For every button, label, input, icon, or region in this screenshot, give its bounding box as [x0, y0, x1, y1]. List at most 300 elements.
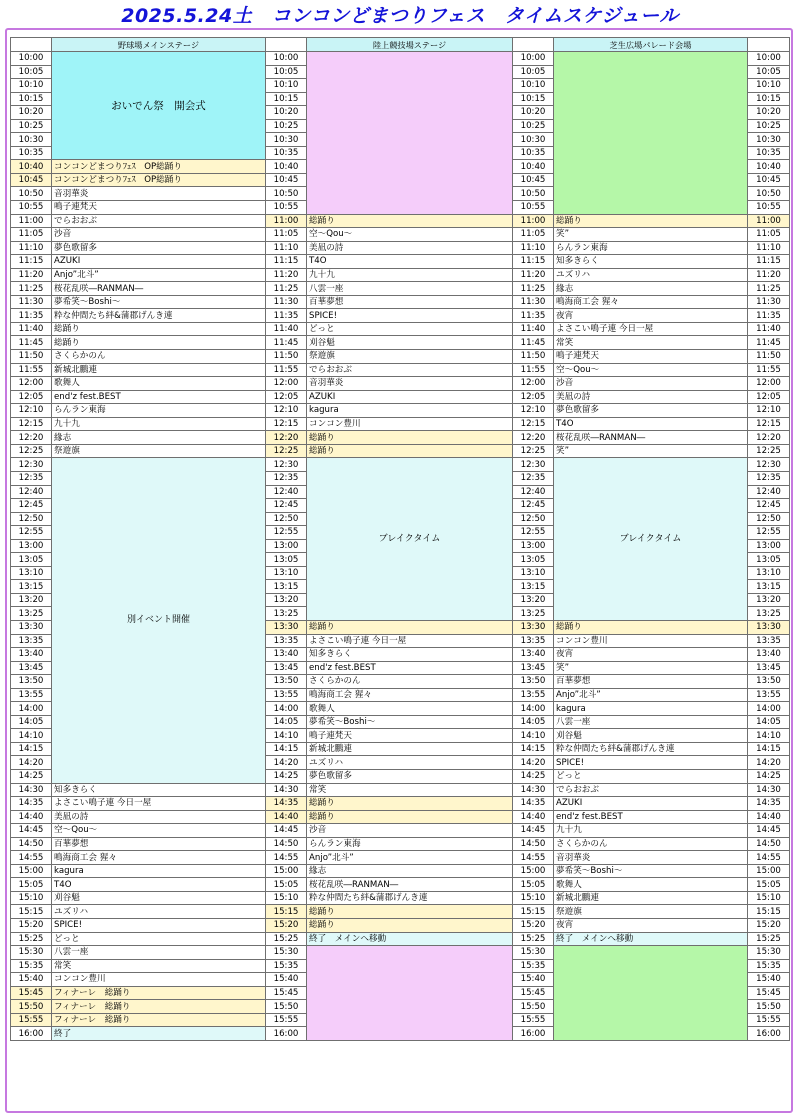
time-cell: 15:30 — [748, 946, 790, 960]
time-cell: 10:25 — [748, 119, 790, 133]
time-cell: 12:45 — [513, 499, 554, 513]
event-cell: Anjo”北斗” — [307, 851, 513, 865]
event-block — [307, 52, 513, 215]
time-cell: 10:10 — [11, 79, 52, 93]
event-cell: さくらかのん — [52, 350, 266, 364]
time-cell: 13:15 — [266, 580, 307, 594]
time-cell: 14:20 — [748, 756, 790, 770]
time-cell: 14:45 — [513, 824, 554, 838]
event-cell: 総踊り — [307, 810, 513, 824]
header-row — [11, 38, 790, 52]
time-cell: 15:00 — [266, 864, 307, 878]
time-cell: 15:30 — [266, 946, 307, 960]
time-cell: 12:20 — [266, 431, 307, 445]
event-cell: 総踊り — [307, 797, 513, 811]
time-cell: 10:25 — [513, 119, 554, 133]
time-cell: 15:00 — [748, 864, 790, 878]
time-cell: 11:05 — [513, 228, 554, 242]
event-cell: AZUKI — [554, 797, 748, 811]
schedule-row — [11, 377, 790, 391]
event-cell: フィナーレ 総踊り — [52, 1000, 266, 1014]
event-cell: 夜宵 — [554, 919, 748, 933]
event-cell: 桜花乱咲―RANMAN― — [307, 878, 513, 892]
time-cell: 14:40 — [748, 810, 790, 824]
time-cell: 14:00 — [11, 702, 52, 716]
event-cell: ユズリハ — [554, 268, 748, 282]
schedule-row — [11, 797, 790, 811]
time-cell: 13:25 — [748, 607, 790, 621]
time-cell: 10:40 — [11, 160, 52, 174]
time-cell: 10:30 — [748, 133, 790, 147]
event-cell: SPICE! — [307, 309, 513, 323]
event-cell: 総踊り — [52, 336, 266, 350]
time-cell: 10:05 — [748, 65, 790, 79]
time-cell: 15:15 — [11, 905, 52, 919]
event-cell: 歌舞人 — [554, 878, 748, 892]
time-cell: 15:20 — [11, 919, 52, 933]
event-cell: よさこい鳴子連 今日一屋 — [554, 322, 748, 336]
time-cell: 12:55 — [748, 526, 790, 540]
event-cell: 鳴海商工会 猩々 — [554, 295, 748, 309]
time-cell: 15:20 — [266, 919, 307, 933]
time-cell: 12:45 — [266, 499, 307, 513]
time-cell: 14:55 — [11, 851, 52, 865]
schedule-row — [11, 363, 790, 377]
time-cell: 10:40 — [748, 160, 790, 174]
event-cell: 空～Qou～ — [52, 824, 266, 838]
event-cell: kagura — [52, 864, 266, 878]
time-cell: 15:15 — [748, 905, 790, 919]
event-cell: 空～Qou～ — [307, 228, 513, 242]
event-cell: 総踊り — [307, 444, 513, 458]
event-cell: コンコンどまつりﾌｪｽ OP総踊り — [52, 173, 266, 187]
time-cell: 15:25 — [11, 932, 52, 946]
time-cell: 13:45 — [748, 661, 790, 675]
time-cell: 10:15 — [513, 92, 554, 106]
event-cell: 総踊り — [307, 905, 513, 919]
time-cell: 15:25 — [748, 932, 790, 946]
event-cell: 総踊り — [307, 919, 513, 933]
time-cell: 14:05 — [11, 715, 52, 729]
time-cell: 13:20 — [266, 593, 307, 607]
time-cell: 10:15 — [266, 92, 307, 106]
time-cell: 13:35 — [266, 634, 307, 648]
time-cell: 10:55 — [513, 201, 554, 215]
time-cell: 14:00 — [513, 702, 554, 716]
time-cell: 15:05 — [266, 878, 307, 892]
time-cell: 10:10 — [513, 79, 554, 93]
schedule-row — [11, 919, 790, 933]
event-cell: 刈谷魁 — [52, 891, 266, 905]
schedule-row — [11, 241, 790, 255]
time-cell: 13:40 — [748, 648, 790, 662]
event-cell: 美凪の詩 — [307, 241, 513, 255]
time-cell: 14:55 — [513, 851, 554, 865]
time-cell: 12:45 — [11, 499, 52, 513]
time-cell: 14:40 — [11, 810, 52, 824]
event-cell: 鳴子連梵天 — [307, 729, 513, 743]
schedule-row — [11, 431, 790, 445]
time-cell: 15:45 — [11, 986, 52, 1000]
event-cell: 百華夢想 — [307, 295, 513, 309]
time-cell: 11:45 — [748, 336, 790, 350]
time-cell: 12:30 — [11, 458, 52, 472]
time-cell: 11:00 — [11, 214, 52, 228]
event-cell: kagura — [554, 702, 748, 716]
schedule-row — [11, 444, 790, 458]
time-cell: 14:35 — [11, 797, 52, 811]
schedule-row — [11, 255, 790, 269]
time-cell: 11:15 — [513, 255, 554, 269]
time-cell: 16:00 — [266, 1027, 307, 1041]
event-cell: 粋な仲間たち絆&蒲郡げんき連 — [52, 309, 266, 323]
time-cell: 15:30 — [513, 946, 554, 960]
time-cell: 10:00 — [513, 52, 554, 66]
event-cell: 新城北鵬連 — [307, 742, 513, 756]
event-cell: らんラン東海 — [52, 404, 266, 418]
time-cell: 11:05 — [748, 228, 790, 242]
time-cell: 15:05 — [513, 878, 554, 892]
event-cell: 緣志 — [307, 864, 513, 878]
time-cell: 12:40 — [748, 485, 790, 499]
event-cell: 粋な仲間たち絆&蒲郡げんき連 — [307, 891, 513, 905]
time-cell: 10:35 — [748, 146, 790, 160]
time-cell: 11:35 — [11, 309, 52, 323]
event-block: 別イベント開催 — [52, 458, 266, 783]
time-cell: 11:25 — [266, 282, 307, 296]
event-cell: T4O — [307, 255, 513, 269]
time-cell: 11:35 — [748, 309, 790, 323]
time-cell: 11:55 — [266, 363, 307, 377]
event-cell: 桜花乱咲―RANMAN― — [52, 282, 266, 296]
page-title: 2025.5.24土 コンコンどまつりフェス タイムスケジュール — [121, 5, 679, 27]
event-cell: 鳴子連梵天 — [52, 201, 266, 215]
time-cell: 15:40 — [513, 973, 554, 987]
event-cell: 知多きらく — [554, 255, 748, 269]
time-cell: 11:50 — [748, 350, 790, 364]
event-cell: 音羽華炎 — [554, 851, 748, 865]
event-cell: 新城北鵬連 — [554, 891, 748, 905]
schedule-row — [11, 295, 790, 309]
event-cell: 常笑 — [554, 336, 748, 350]
time-cell: 11:30 — [11, 295, 52, 309]
time-cell: 12:30 — [748, 458, 790, 472]
event-cell: end'z fest.BEST — [52, 390, 266, 404]
time-cell: 14:25 — [266, 769, 307, 783]
time-cell: 12:25 — [266, 444, 307, 458]
time-cell: 10:05 — [266, 65, 307, 79]
event-cell: 総踊り — [307, 214, 513, 228]
time-cell: 15:40 — [748, 973, 790, 987]
event-cell: 鳴海商工会 猩々 — [52, 851, 266, 865]
time-cell: 10:45 — [513, 173, 554, 187]
time-cell: 10:10 — [748, 79, 790, 93]
time-cell: 10:25 — [11, 119, 52, 133]
time-cell: 11:30 — [748, 295, 790, 309]
event-cell: SPICE! — [52, 919, 266, 933]
time-cell: 15:15 — [266, 905, 307, 919]
event-cell: 九十九 — [554, 824, 748, 838]
event-cell: AZUKI — [307, 390, 513, 404]
schedule-row — [11, 322, 790, 336]
time-cell: 13:30 — [266, 620, 307, 634]
time-cell: 15:55 — [266, 1013, 307, 1027]
time-cell: 10:50 — [11, 187, 52, 201]
event-cell: よさこい鳴子連 今日一屋 — [307, 634, 513, 648]
time-cell: 12:10 — [748, 404, 790, 418]
time-cell: 15:55 — [748, 1013, 790, 1027]
time-cell: 14:05 — [513, 715, 554, 729]
event-cell: 八雲一座 — [307, 282, 513, 296]
time-cell: 10:50 — [266, 187, 307, 201]
time-cell: 13:25 — [11, 607, 52, 621]
event-cell: 音羽華炎 — [307, 377, 513, 391]
time-cell: 10:55 — [266, 201, 307, 215]
event-cell: 総踊り — [52, 322, 266, 336]
time-cell: 10:00 — [266, 52, 307, 66]
event-cell: 夢色歌留多 — [554, 404, 748, 418]
event-cell: ユズリハ — [307, 756, 513, 770]
time-cell: 12:40 — [513, 485, 554, 499]
time-cell: 12:15 — [11, 417, 52, 431]
event-cell: でらおおぶ — [554, 783, 748, 797]
time-cell: 15:50 — [266, 1000, 307, 1014]
time-cell: 11:50 — [513, 350, 554, 364]
time-cell: 10:15 — [748, 92, 790, 106]
time-cell: 10:45 — [748, 173, 790, 187]
time-cell: 13:00 — [748, 539, 790, 553]
time-cell: 12:20 — [513, 431, 554, 445]
time-cell: 13:00 — [11, 539, 52, 553]
time-cell: 13:25 — [513, 607, 554, 621]
time-cell: 12:35 — [266, 471, 307, 485]
time-cell: 13:10 — [513, 566, 554, 580]
time-cell: 14:05 — [748, 715, 790, 729]
time-cell: 12:00 — [266, 377, 307, 391]
event-cell: 終了 メインへ移動 — [307, 932, 513, 946]
event-cell: 祭遊旗 — [307, 350, 513, 364]
time-cell: 15:50 — [11, 1000, 52, 1014]
time-cell: 14:15 — [748, 742, 790, 756]
time-cell: 13:15 — [748, 580, 790, 594]
time-cell: 14:50 — [11, 837, 52, 851]
event-block: おいでん祭 開会式 — [52, 52, 266, 160]
time-cell: 14:55 — [748, 851, 790, 865]
event-cell: 笑” — [554, 661, 748, 675]
event-cell: さくらかのん — [554, 837, 748, 851]
time-cell: 15:00 — [513, 864, 554, 878]
event-cell: 鳴海商工会 猩々 — [307, 688, 513, 702]
time-cell: 12:15 — [266, 417, 307, 431]
event-cell: 刈谷魁 — [307, 336, 513, 350]
event-cell: 百華夢想 — [554, 675, 748, 689]
event-cell: 終了 — [52, 1027, 266, 1041]
time-cell: 15:10 — [11, 891, 52, 905]
event-cell: 九十九 — [307, 268, 513, 282]
schedule-row — [11, 878, 790, 892]
time-cell: 13:35 — [748, 634, 790, 648]
time-cell: 15:40 — [266, 973, 307, 987]
time-cell: 11:40 — [748, 322, 790, 336]
time-cell: 15:40 — [11, 973, 52, 987]
time-cell: 15:00 — [11, 864, 52, 878]
event-cell: 八雲一座 — [52, 946, 266, 960]
time-cell: 12:50 — [11, 512, 52, 526]
event-cell: 鳴子連梵天 — [554, 350, 748, 364]
stage-header: 芝生広場パレード会場 — [554, 38, 748, 52]
header-time-blank — [266, 38, 307, 52]
time-cell: 11:40 — [266, 322, 307, 336]
time-cell: 14:40 — [266, 810, 307, 824]
time-cell: 11:25 — [513, 282, 554, 296]
time-cell: 11:20 — [748, 268, 790, 282]
time-cell: 11:20 — [266, 268, 307, 282]
time-cell: 13:10 — [266, 566, 307, 580]
event-cell: 夜宵 — [554, 648, 748, 662]
time-cell: 13:55 — [748, 688, 790, 702]
time-cell: 14:15 — [11, 742, 52, 756]
time-cell: 12:50 — [266, 512, 307, 526]
time-cell: 14:10 — [11, 729, 52, 743]
event-cell: 夢希笑～Boshi～ — [554, 864, 748, 878]
time-cell: 14:30 — [513, 783, 554, 797]
schedule-row — [11, 851, 790, 865]
time-cell: 13:10 — [11, 566, 52, 580]
time-cell: 12:10 — [266, 404, 307, 418]
event-cell: さくらかのん — [307, 675, 513, 689]
time-cell: 10:30 — [11, 133, 52, 147]
event-block: ブレイクタイム — [554, 458, 748, 621]
time-cell: 13:00 — [513, 539, 554, 553]
time-cell: 13:00 — [266, 539, 307, 553]
time-cell: 15:50 — [748, 1000, 790, 1014]
event-cell: T4O — [554, 417, 748, 431]
time-cell: 13:20 — [11, 593, 52, 607]
event-cell: T4O — [52, 878, 266, 892]
time-cell: 10:00 — [748, 52, 790, 66]
event-cell: 知多きらく — [307, 648, 513, 662]
schedule-row — [11, 417, 790, 431]
time-cell: 12:35 — [11, 471, 52, 485]
time-cell: 13:10 — [748, 566, 790, 580]
time-cell: 11:30 — [513, 295, 554, 309]
time-cell: 10:20 — [513, 106, 554, 120]
time-cell: 11:10 — [11, 241, 52, 255]
time-cell: 12:40 — [11, 485, 52, 499]
time-cell: 13:50 — [748, 675, 790, 689]
event-cell: 空～Qou～ — [554, 363, 748, 377]
time-cell: 11:10 — [748, 241, 790, 255]
schedule-row — [11, 228, 790, 242]
time-cell: 15:45 — [266, 986, 307, 1000]
time-cell: 12:30 — [513, 458, 554, 472]
time-cell: 14:50 — [513, 837, 554, 851]
time-cell: 14:10 — [266, 729, 307, 743]
time-cell: 12:45 — [748, 499, 790, 513]
event-block — [307, 946, 513, 1041]
time-cell: 11:15 — [266, 255, 307, 269]
time-cell: 12:50 — [748, 512, 790, 526]
time-cell: 11:20 — [11, 268, 52, 282]
event-cell: 夢色歌留多 — [307, 769, 513, 783]
time-cell: 10:10 — [266, 79, 307, 93]
event-cell: でらおおぶ — [52, 214, 266, 228]
time-cell: 14:30 — [266, 783, 307, 797]
time-cell: 12:00 — [748, 377, 790, 391]
time-cell: 11:35 — [266, 309, 307, 323]
time-cell: 10:05 — [513, 65, 554, 79]
event-cell: 総踊り — [307, 431, 513, 445]
time-cell: 13:15 — [11, 580, 52, 594]
time-cell: 13:30 — [748, 620, 790, 634]
time-cell: 14:30 — [11, 783, 52, 797]
time-cell: 10:40 — [266, 160, 307, 174]
time-cell: 15:30 — [11, 946, 52, 960]
time-cell: 10:35 — [266, 146, 307, 160]
event-cell: 夢色歌留多 — [52, 241, 266, 255]
time-cell: 15:15 — [513, 905, 554, 919]
event-cell: 音羽華炎 — [52, 187, 266, 201]
event-cell: 祭遊旗 — [52, 444, 266, 458]
time-cell: 11:10 — [513, 241, 554, 255]
time-cell: 10:55 — [748, 201, 790, 215]
event-cell: 常笑 — [307, 783, 513, 797]
event-cell: どっと — [307, 322, 513, 336]
time-cell: 10:20 — [748, 106, 790, 120]
time-cell: 10:55 — [11, 201, 52, 215]
time-cell: 13:45 — [266, 661, 307, 675]
time-cell: 16:00 — [11, 1027, 52, 1041]
time-cell: 14:20 — [513, 756, 554, 770]
time-cell: 13:40 — [266, 648, 307, 662]
time-cell: 15:25 — [266, 932, 307, 946]
time-cell: 12:55 — [11, 526, 52, 540]
time-cell: 15:55 — [513, 1013, 554, 1027]
time-cell: 11:50 — [11, 350, 52, 364]
event-cell: 終了 メインへ移動 — [554, 932, 748, 946]
event-cell: 新城北鵬連 — [52, 363, 266, 377]
schedule-row — [11, 905, 790, 919]
schedule-row — [11, 783, 790, 797]
time-cell: 14:20 — [266, 756, 307, 770]
time-cell: 11:00 — [513, 214, 554, 228]
event-cell: でらおおぶ — [307, 363, 513, 377]
time-cell: 10:30 — [513, 133, 554, 147]
time-cell: 14:45 — [748, 824, 790, 838]
schedule-row — [11, 932, 790, 946]
event-cell: 刈谷魁 — [554, 729, 748, 743]
schedule-row — [11, 309, 790, 323]
time-cell: 11:40 — [513, 322, 554, 336]
time-cell: 10:35 — [513, 146, 554, 160]
schedule-row — [11, 837, 790, 851]
schedule-row — [11, 891, 790, 905]
time-cell: 13:55 — [11, 688, 52, 702]
schedule-table — [10, 37, 790, 1041]
time-cell: 10:25 — [266, 119, 307, 133]
schedule-row — [11, 350, 790, 364]
time-cell: 15:20 — [513, 919, 554, 933]
time-cell: 11:45 — [513, 336, 554, 350]
time-cell: 14:25 — [748, 769, 790, 783]
event-cell: 常笑 — [52, 959, 266, 973]
event-cell: らんラン東海 — [554, 241, 748, 255]
event-cell: 九十九 — [52, 417, 266, 431]
time-cell: 16:00 — [748, 1027, 790, 1041]
time-cell: 10:00 — [11, 52, 52, 66]
schedule-row — [11, 214, 790, 228]
event-cell: AZUKI — [52, 255, 266, 269]
